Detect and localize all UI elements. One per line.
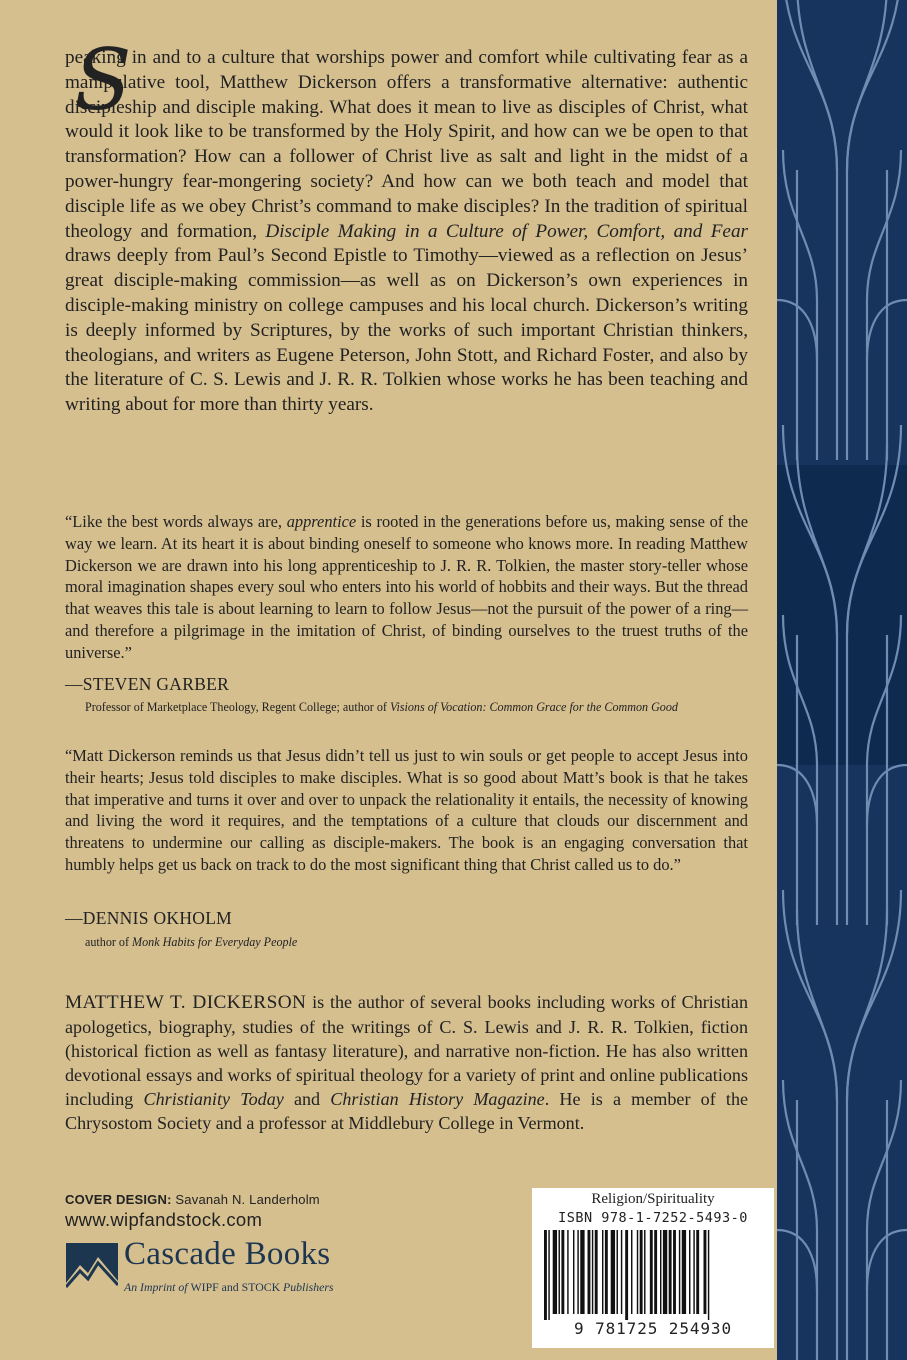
author-bio [65, 990, 748, 1135]
isbn-text: ISBN 978-1-7252-5493-0 [558, 1210, 748, 1226]
barcode-bar [689, 1230, 690, 1314]
quote-emphasis: apprentice [286, 512, 357, 531]
affiliation-book: Monk Habits for Everyday People [132, 935, 298, 949]
publisher-logo-name: Cascade Books [124, 1236, 331, 1272]
arch-pattern [777, 0, 907, 1360]
barcode-bar [588, 1230, 591, 1314]
mountain-logo-icon [66, 1243, 118, 1295]
endorser-name: —DENNIS OKHOLM [65, 908, 233, 928]
description-text-cont: draws deeply from Paul’s Second Epistle to Timothy—viewed as a reflection on Jesus’ great disciple-making commission—as well as on Dickerson’s own experiences in disciple-making ministry on college campuses and his local church. Dickerson’s writing is deeply informed by Scriptures, by the works of such important Christian thinkers, theologians, and writers as Eugene Peterson, John Stott, and Richard Foster, and also by the literature of C. S. Lewis and J. R. R. Tolkien whose works he has been teaching and writing about for more than thirty years. [65, 245, 748, 416]
affiliation-book: Visions of Vocation: Common Grace for the Common Good [389, 700, 678, 714]
barcode-bar [679, 1230, 680, 1314]
affiliation-text: author of [85, 935, 133, 949]
barcode-bar [611, 1230, 615, 1314]
decorative-arch-panel [777, 0, 907, 1360]
quote-text: “Like the best words always are, [65, 512, 287, 531]
barcode-bar [621, 1230, 622, 1314]
barcode-bar [631, 1230, 632, 1314]
barcode-bar [708, 1230, 709, 1320]
cover-design-credit [65, 1192, 320, 1207]
imprint-text: An Imprint of [124, 1280, 191, 1294]
publisher-imprint [124, 1280, 334, 1295]
quote-text: “Matt Dickerson reminds us that Jesus didn’t tell us just to win souls or get people to accept Jesus into their hearts; Jesus told disciples to make disciples. What is so good about Matt’s book is that he takes that imperative and turns it over and over to unpack the relationality it entails, the necessity of knowing and living the word it requires, and the temptations of a culture that clouds our discernment and threatens to undermine our calling as disciple-makers. The book is an engaging conversation that humbly helps get us back on track to do the most significant thing that Christ called us to do.” [65, 746, 748, 874]
endorsement-garber [65, 511, 748, 664]
barcode-bar [654, 1230, 657, 1314]
barcode-icon [542, 1230, 764, 1320]
book-title: Disciple Making in a Culture of Power, Comfort, and Fear [265, 220, 749, 242]
barcode-bar [617, 1230, 618, 1314]
barcode-bar [580, 1230, 584, 1314]
barcode-bar [660, 1230, 661, 1314]
barcode-bar [637, 1230, 638, 1314]
affiliation-text: Professor of Marketplace Theology, Regent College; author of [85, 700, 390, 714]
publication-title: Christian History Magazine [330, 1089, 545, 1109]
bio-text: . He is a member of the Chrysostom Society and a professor at Middlebury College in Vermont. [65, 1089, 749, 1133]
barcode-bar [650, 1230, 653, 1314]
barcode-bar [682, 1230, 686, 1314]
barcode-bar [696, 1230, 699, 1314]
author-name: MATTHEW T. DICKERSON [65, 992, 307, 1013]
quote-text-cont: is rooted in the generations before us, making sense of the way we learn. At its heart it is about binding oneself to someone who knows more. In reading Matthew Dickerson we are drawn into his long apprenticeship to J. R. R. Tolkien, the master story-teller whose moral imagination shapes every soul who enters into his world of hobbits and their ways. But the thread that weaves this tale is about learning to learn to follow Jesus—not the pursuit of the power of a ring—and therefore a pilgrimage in the imitation of Christ, of binding ourselves to the truest truths of the universe.” [65, 512, 748, 662]
barcode-bar [693, 1230, 694, 1314]
bisac-category: Religion/Spirituality [591, 1191, 715, 1207]
barcode-panel [532, 1188, 774, 1348]
imprint-publisher: WIPF and STOCK [190, 1280, 281, 1294]
barcode-bar [605, 1230, 608, 1314]
bio-text: and [283, 1089, 331, 1109]
publisher-website[interactable]: www.wipfandstock.com [65, 1209, 263, 1230]
barcode-bar [669, 1230, 672, 1314]
barcode-bar [602, 1230, 603, 1314]
endorsement-okholm [65, 745, 748, 876]
credit-label: COVER DESIGN: [65, 1192, 172, 1207]
credit-name: Savanah N. Landerholm [171, 1192, 320, 1207]
barcode-bar [544, 1230, 547, 1320]
barcode-bar [592, 1230, 593, 1314]
bio-text: is the author of several books including works of Christian apologetics, biography, studies of the writings of C. S. Lewis and J. R. R. Tolkien, fiction (historical fiction as well as fantasy literature), and narrative non-fiction. He has also written devotional essays and works of spiritual theology for a variety of print and online publications including [65, 992, 748, 1109]
barcode-bar [595, 1230, 598, 1314]
barcode-bar [644, 1230, 645, 1314]
barcode-bar [548, 1230, 549, 1320]
barcode-bar [567, 1230, 568, 1314]
drop-cap: S [74, 31, 132, 129]
book-description [65, 46, 748, 418]
barcode-bar [559, 1230, 560, 1314]
barcode-bar [640, 1230, 643, 1314]
barcode-bar [704, 1230, 707, 1314]
description-text: cultivating fear as a manipulative tool, Matthew Dickerson offers a transformative alternative: authentic discipleship and disciple making. What does it mean to live as disciples of Christ, what would it look like to be transformed by the Holy Spirit, and how can we be open to that transformation? How can a follower of Christ live as salt and light in the midst of a power-hungry fear-mongering society? And how can we both teach and model that disciple life as we obey Christ’s command to make disciples? In the tradition of spiritual theology and formation, [65, 47, 748, 242]
barcode-bar [663, 1230, 667, 1314]
barcode-bar [673, 1230, 676, 1314]
barcode-bar [625, 1230, 628, 1320]
barcode-bar [577, 1230, 578, 1314]
imprint-text: Publishers [280, 1280, 334, 1294]
barcode-bar [573, 1230, 574, 1314]
endorser-name: —STEVEN GARBER [65, 674, 230, 694]
endorser-affiliation [85, 935, 297, 950]
barcode-bar [553, 1230, 557, 1314]
endorser-affiliation [85, 700, 678, 715]
barcode-digits: 9 781725 254930 [574, 1319, 732, 1338]
description-first-line: peaking in and to a culture that worships power and comfort while [65, 47, 588, 68]
barcode-bar [561, 1230, 564, 1314]
publication-title: Christianity Today [143, 1089, 284, 1109]
